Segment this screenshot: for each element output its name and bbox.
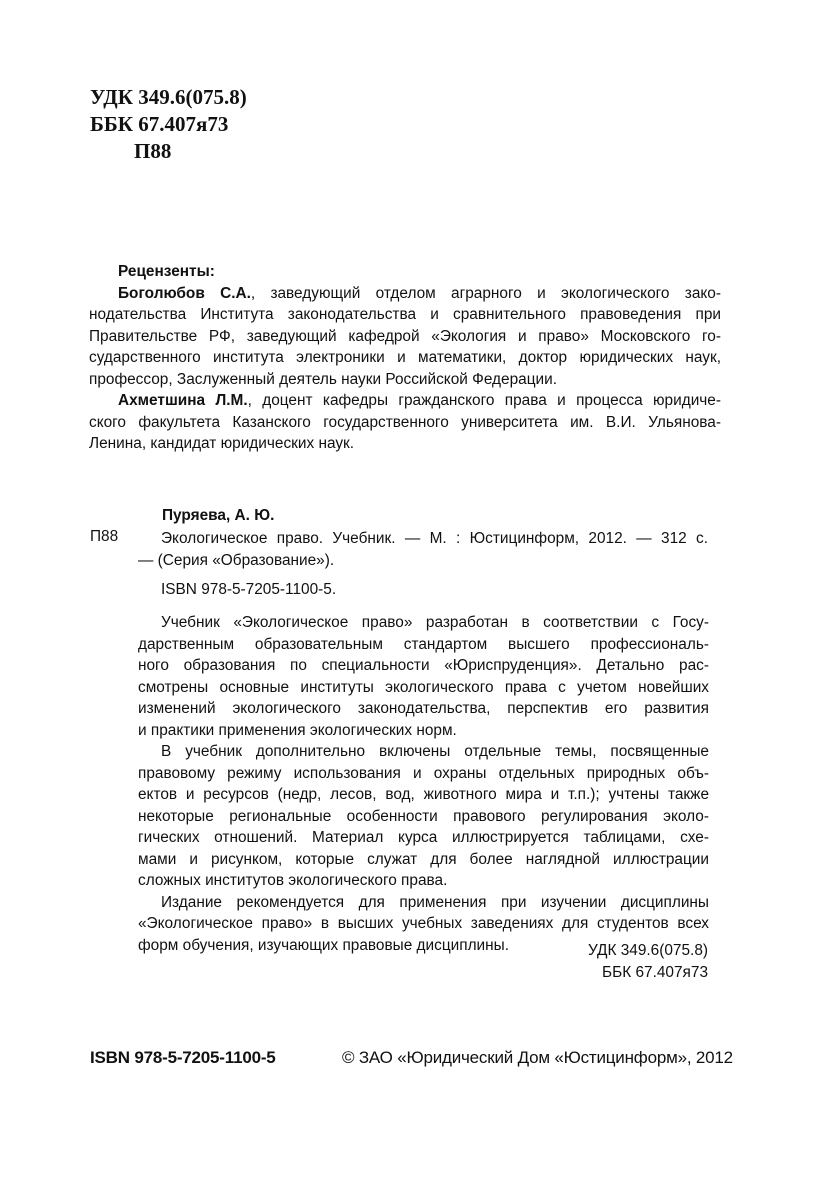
card-isbn: ISBN 978-5-7205-1100-5. <box>161 581 337 598</box>
card-classification-codes <box>588 940 708 983</box>
bbk-code: ББК 67.407я73 <box>90 112 229 136</box>
reviewer-1-line-3: Правительстве РФ, заведующий кафедрой «Экология и право» Московского го- <box>89 327 721 345</box>
abstract-p2-line: В учебник дополнительно включены отдельные темы, посвященные <box>161 743 709 760</box>
card-description <box>138 528 708 571</box>
abstract-p2-line: мами и рисунком, которые служат для более наглядной иллюстрации <box>138 850 709 868</box>
abstract-p1-line: дарственным образовательным стандартом высшего профессиональ- <box>138 635 709 653</box>
card-bbk: ББК 67.407я73 <box>602 963 708 981</box>
abstract-p1-line: изменений экологического законодательства, перспектив его развития <box>138 700 709 717</box>
reviewer-2-line-1: Ахметшина Л.М., доцент кафедры гражданского права и процесса юридиче- <box>118 392 721 409</box>
abstract-p1-line: смотрены основные институты экологического права с учетом новейших <box>138 678 709 696</box>
abstract-p3-line: Издание рекомендуется для применения при изучении дисциплины <box>161 893 709 911</box>
author-mark: П88 <box>134 139 172 163</box>
reviewer-2-line-2: ского факультета Казанского государственного университета им. В.И. Ульянова- <box>89 413 721 431</box>
reviewers-block <box>89 261 721 455</box>
footer-isbn: ISBN 978-5-7205-1100-5 <box>90 1048 276 1067</box>
reviewer-1-line-1: Боголюбов С.А., заведующий отделом аграрного и экологического зако- <box>118 284 721 302</box>
abstract <box>138 612 709 956</box>
reviewer-1-name: Боголюбов С.А. <box>118 284 251 302</box>
reviewer-1-line-4: сударственного института электроники и математики, доктор юридических наук, <box>89 349 721 366</box>
reviewer-1-line-5: профессор, Заслуженный деятель науки Российской Федерации. <box>89 370 557 388</box>
abstract-p2-line: гических отношений. Материал курса иллюстрируется таблицами, схе- <box>138 829 709 846</box>
abstract-p3-line: «Экологическое право» в высших учебных заведениях для студентов всех <box>138 915 709 932</box>
abstract-p1-line: и практики применения экологических норм. <box>138 721 457 739</box>
abstract-p2-line: правовому режиму использования и охраны отдельных природных объ- <box>138 764 709 782</box>
card-code: П88 <box>90 528 119 545</box>
udk-code: УДК 349.6(075.8) <box>90 85 247 109</box>
card-series-line: — (Серия «Образование»). <box>138 551 335 569</box>
abstract-p1-line: ного образования по специальности «Юриспруденция». Детально рас- <box>138 657 709 674</box>
reviewer-2-name: Ахметшина Л.М. <box>118 392 248 409</box>
card-author: Пуряева, А. Ю. <box>162 507 275 524</box>
reviewer-1-line-2: нодательства Института законодательства и сравнительного правоведения при <box>89 306 721 323</box>
footer-copyright: © ЗАО «Юридический Дом «Юстицинформ», 2012 <box>342 1048 733 1067</box>
abstract-p2-line: сложных институтов экологического права. <box>138 872 448 889</box>
classification-block <box>90 84 247 165</box>
reviewer-2-line-3: Ленина, кандидат юридических наук. <box>89 435 355 452</box>
abstract-p1-line: Учебник «Экологическое право» разработан в соответствии с Госу- <box>161 614 709 631</box>
abstract-p3-line: форм обучения, изучающих правовые дисциплины. <box>138 936 509 954</box>
card-udk: УДК 349.6(075.8) <box>587 942 708 959</box>
abstract-p2-line: ектов и ресурсов (недр, лесов, вод, животного мира и т.п.); учтены также <box>138 786 709 803</box>
reviewers-heading: Рецензенты: <box>118 263 215 280</box>
card-title-line: Экологическое право. Учебник. — М. : Юстицинформ, 2012. — 312 с. <box>161 530 708 547</box>
abstract-p2-line: некоторые региональные особенности правового регулирования эколо- <box>138 807 709 825</box>
